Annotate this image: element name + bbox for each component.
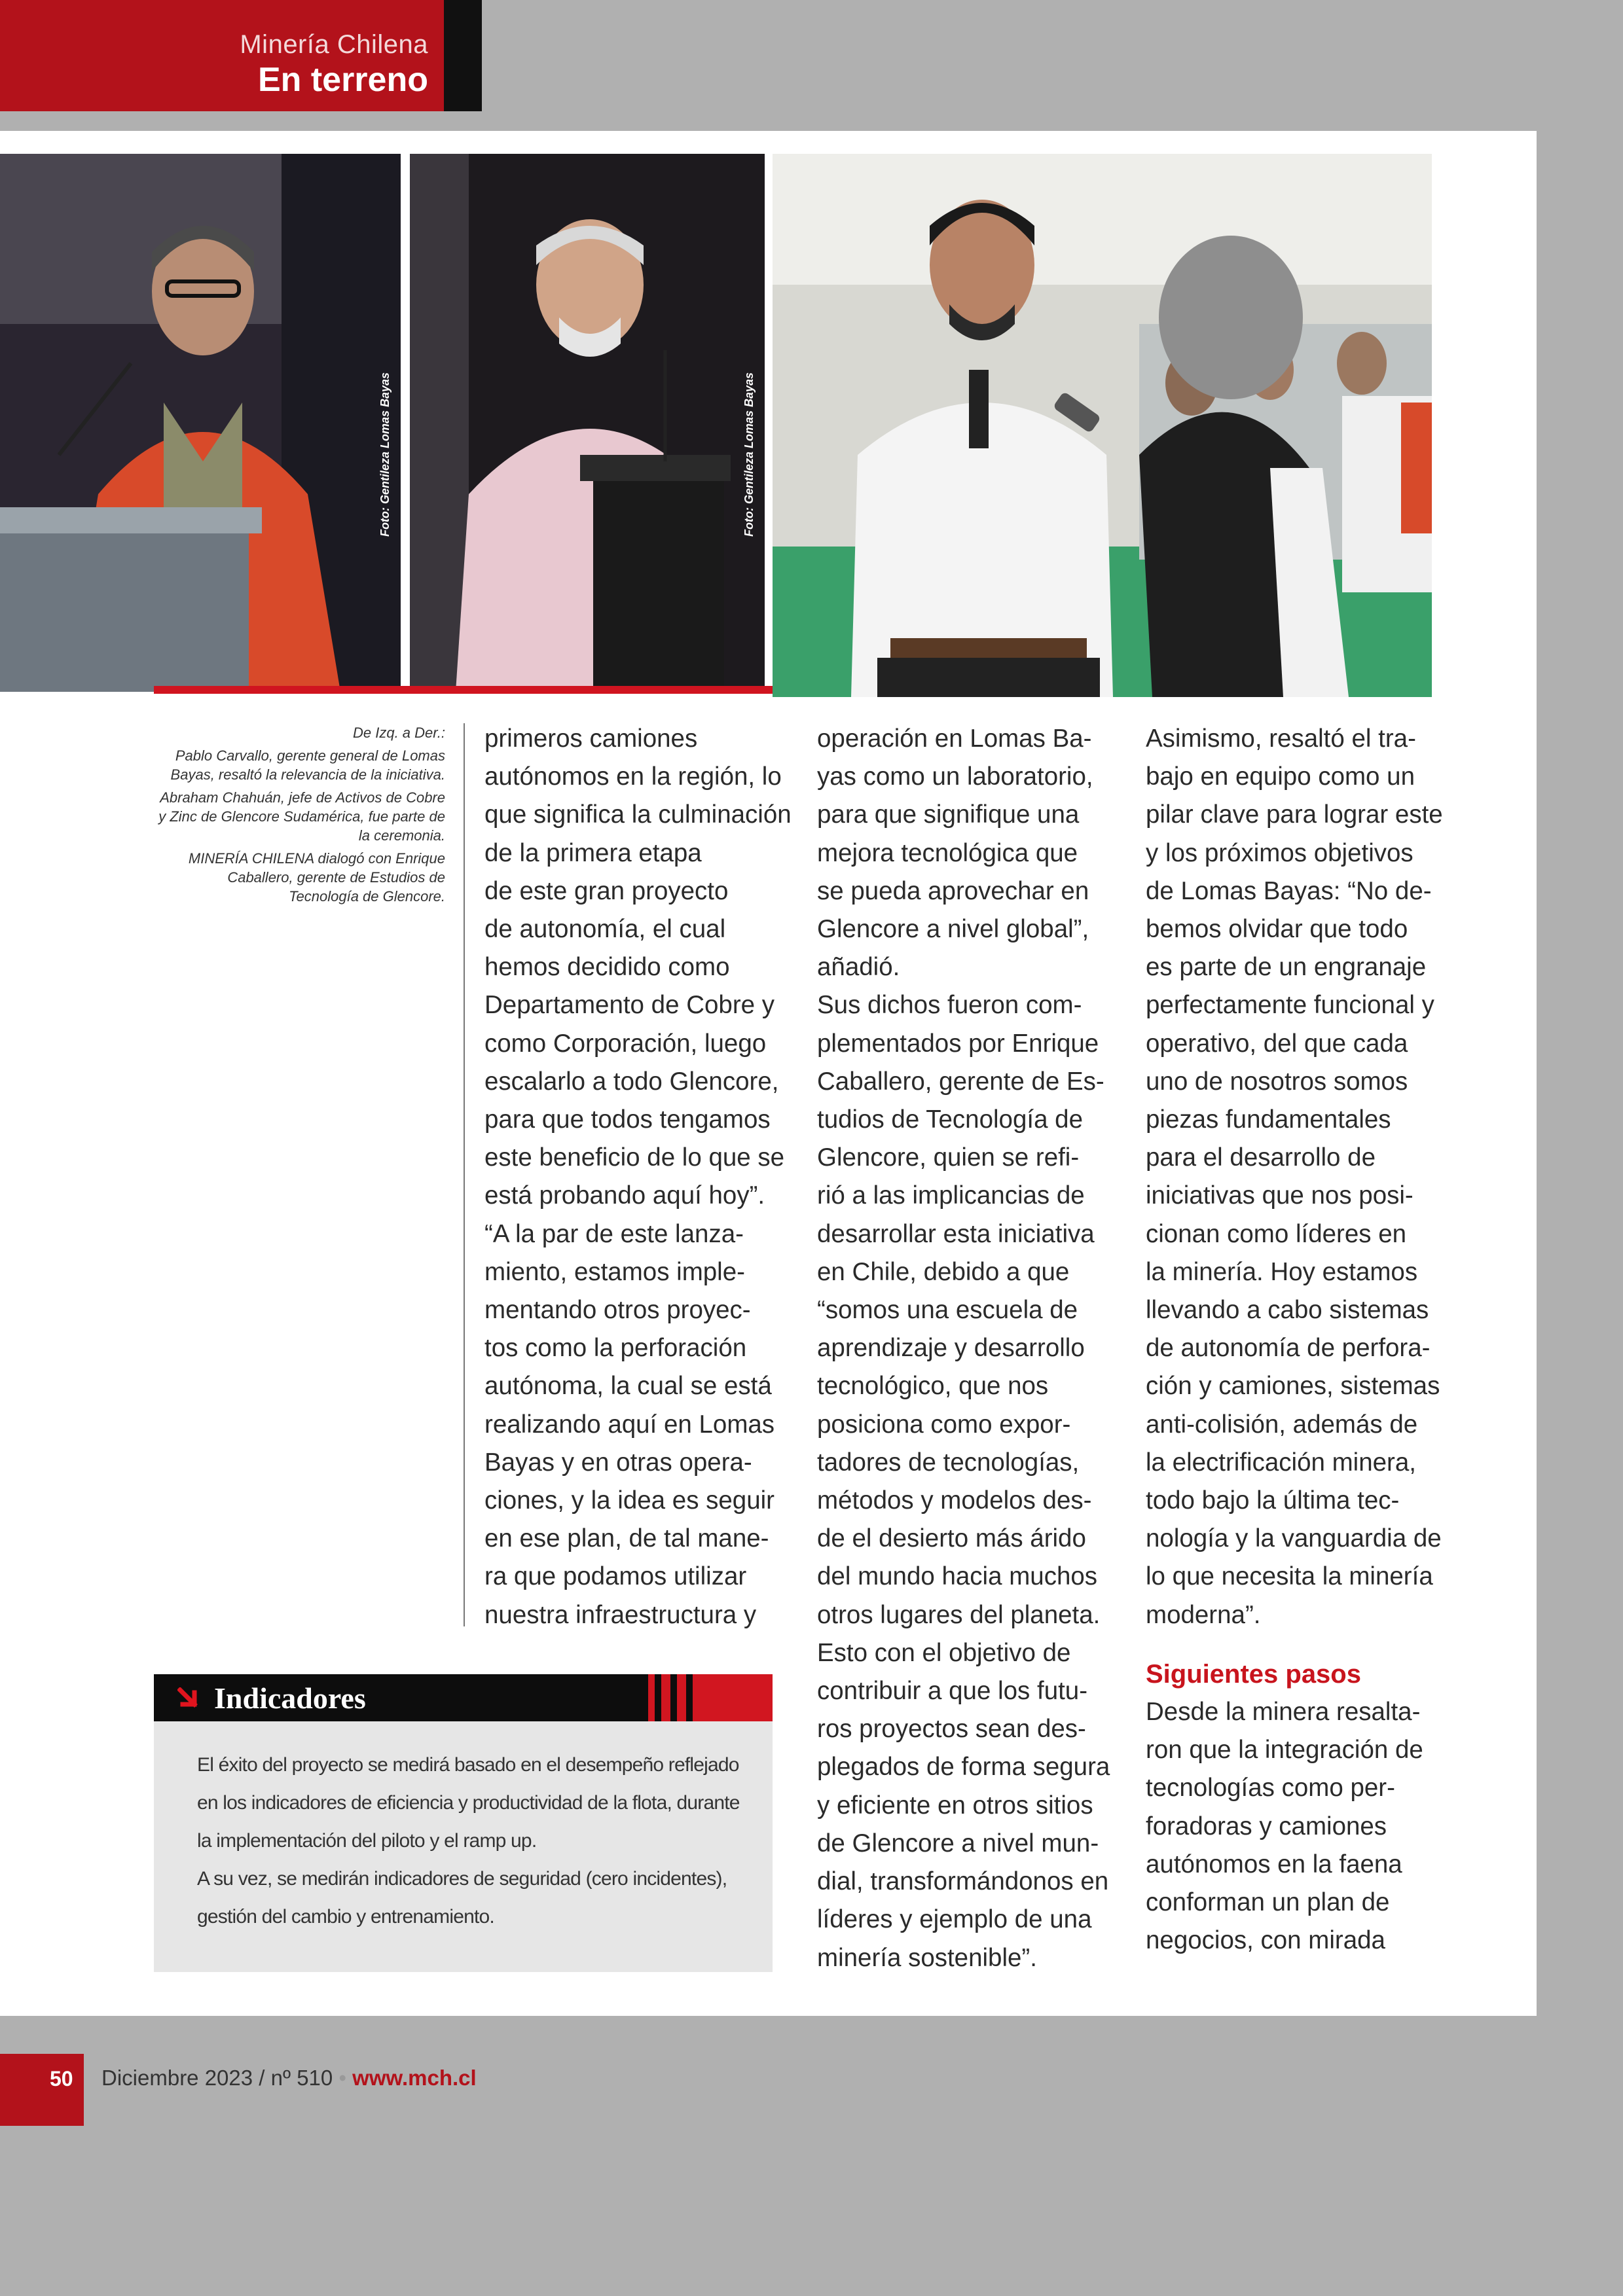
issue-date: Diciembre 2023 / nº 510 [101,2066,333,2090]
text-line: Sus dichos fueron com- [817,991,1082,1020]
text-line: rió a las implicancias de [817,1181,1085,1210]
page-number: 50 [50,2067,73,2090]
text-line: negocios, con mirada [1146,1926,1385,1955]
text-line: miento, estamos imple- [484,1257,745,1286]
text-line: añadió. [817,953,900,982]
text-line: foradoras y camiones [1146,1812,1387,1840]
photo-accent-rule [154,686,773,694]
text-line: tecnologías como per- [1146,1774,1395,1803]
text-line: “A la par de este lanza- [484,1219,744,1248]
text-line: de Lomas Bayas: “No de- [1146,876,1432,905]
magazine-name: Minería Chilena [240,30,428,59]
box-line: en los indicadores de eficiencia y productividad de la flota, durante [197,1792,740,1814]
footer-separator: • [338,2066,346,2090]
text-line: aprendizaje y desarrollo [817,1334,1085,1363]
photo-credit-2: Foto: Gentileza Lomas Bayas [742,372,756,537]
text-line: Glencore, quien se refi- [817,1143,1080,1172]
text-line: ción y camiones, sistemas [1146,1372,1440,1401]
text-line: para que todos tengamos [484,1105,771,1134]
text-line: es parte de un engranaje [1146,953,1427,982]
text-line: y eficiente en otros sitios [817,1791,1093,1820]
text-line: otros lugares del planeta. [817,1600,1101,1629]
text-line: plegados de forma segura [817,1753,1110,1782]
text-line: autónomos en la región, lo [484,762,782,791]
text-line: mejora tecnológica que [817,838,1078,867]
text-line: la minería. Hoy estamos [1146,1257,1418,1286]
box-line: la implementación del piloto y el ramp up. [197,1830,537,1852]
text-line: Glencore a nivel global”, [817,915,1089,944]
text-line: de este gran proyecto [484,876,729,905]
text-line: como Corporación, luego [484,1029,767,1058]
caption-line: Abraham Chahuán, jefe de Activos de Cobre y Zinc de Glencore Sudamérica, fue parte de la ceremonia. [158,789,445,844]
section-title: En terreno [257,61,428,99]
text-line: líderes y ejemplo de una [817,1905,1092,1934]
text-line: para que signifique una [817,800,1080,829]
article-column-2 [817,720,1110,1977]
photo-enrique-caballero-interview [773,154,1432,697]
photo-abraham-chahuan [410,154,765,692]
indicadores-body [197,1746,740,1936]
text-line: Departamento de Cobre y [484,991,775,1020]
text-line: y los próximos objetivos [1146,838,1413,867]
text-line: tudios de Tecnología de [817,1105,1083,1134]
text-line: uno de nosotros somos [1146,1067,1408,1096]
text-line: todo bajo la última tec- [1146,1486,1400,1515]
text-line: perfectamente funcional y [1146,991,1434,1020]
text-line: iniciativas que nos posi- [1146,1181,1413,1210]
text-line: nuestra infraestructura y [484,1600,757,1629]
text-line: primeros camiones [484,725,698,753]
text-line: ciones, y la idea es seguir [484,1486,775,1515]
text-line: bemos olvidar que todo [1146,915,1408,944]
text-line: ros proyectos sean des- [817,1715,1086,1744]
text-line: se pueda aprovechar en [817,876,1089,905]
text-line: en Chile, debido a que [817,1257,1070,1286]
text-line: del mundo hacia muchos [817,1562,1098,1591]
text-line: ra que podamos utilizar [484,1562,747,1591]
text-line: conforman un plan de [1146,1888,1390,1917]
indicadores-title: Indicadores [214,1681,366,1715]
text-line: tadores de tecnologías, [817,1448,1080,1477]
text-line: realizando aquí en Lomas [484,1410,775,1439]
text-line: escalarlo a todo Glencore, [484,1067,779,1096]
text-line: autónoma, la cual se está [484,1372,772,1401]
text-line: en ese plan, de tal mane- [484,1524,769,1553]
text-line: yas como un laboratorio, [817,762,1093,791]
caption-line: Pablo Carvallo, gerente general de Lomas Bayas, resaltó la relevancia de la iniciativa. [170,747,445,783]
text-line: moderna”. [1146,1600,1261,1629]
article-column-1 [484,720,792,1634]
text-line: lo que necesita la minería [1146,1562,1433,1591]
text-line: “somos una escuela de [817,1296,1078,1325]
text-line: está probando aquí hoy”. [484,1181,765,1210]
text-line: minería sostenible”. [817,1943,1037,1972]
text-line: de la primera etapa [484,838,702,867]
text-line: operativo, del que cada [1146,1029,1408,1058]
section-subheading: Siguientes pasos [1146,1659,1361,1689]
indicadores-header [154,1674,773,1721]
text-line: Caballero, gerente de Es- [817,1067,1104,1096]
text-line: para el desarrollo de [1146,1143,1376,1172]
section-header [0,0,444,111]
text-line: métodos y modelos des- [817,1486,1092,1515]
text-line: autónomos en la faena [1146,1850,1402,1878]
text-line: anti-colisión, además de [1146,1410,1418,1439]
text-line: tos como la perforación [484,1334,747,1363]
text-line: operación en Lomas Ba- [817,725,1092,753]
box-line: El éxito del proyecto se medirá basado en el desempeño reflejado [197,1754,739,1776]
column-divider [464,723,465,1626]
text-line: mentando otros proyec- [484,1296,751,1325]
text-line: la electrificación minera, [1146,1448,1416,1477]
header-stripe [655,1674,661,1721]
text-line: Desde la minera resalta- [1146,1698,1421,1727]
text-line: este beneficio de lo que se [484,1143,785,1172]
box-line: gestión del cambio y entrenamiento. [197,1906,494,1928]
caption-line: MINERÍA CHILENA dialogó con Enrique Caballero, gerente de Estudios de Tecnología de Glencore. [188,850,445,905]
header-stripe [670,1674,677,1721]
text-line: Asimismo, resaltó el tra- [1146,725,1416,753]
text-line: ron que la integración de [1146,1736,1423,1765]
text-line: de autonomía de perfora- [1146,1334,1431,1363]
article-column-3 [1146,720,1443,1960]
header-red-accent [648,1674,773,1721]
text-line: bajo en equipo como un [1146,762,1415,791]
text-line: dial, transformándonos en [817,1867,1109,1896]
text-line: tecnológico, que nos [817,1372,1049,1401]
text-line: llevando a cabo sistemas [1146,1296,1429,1325]
header-accent [444,0,482,111]
text-line: de autonomía, el cual [484,915,726,944]
header-stripe [686,1674,693,1721]
text-line: contribuir a que los futu- [817,1677,1088,1706]
photo-pablo-carvallo [0,154,401,692]
arrow-down-right-icon [177,1687,201,1711]
website-link[interactable]: www.mch.cl [352,2066,477,2090]
text-line: cionan como líderes en [1146,1219,1407,1248]
text-line: hemos decidido como [484,953,730,982]
text-line: desarrollar esta iniciativa [817,1219,1095,1248]
text-line: de el desierto más árido [817,1524,1086,1553]
indicadores-box [154,1674,773,1972]
text-line: posiciona como expor- [817,1410,1071,1439]
photo-caption [157,723,445,910]
footer-issue [101,2066,477,2090]
photo-credit-1: Foto: Gentileza Lomas Bayas [378,372,392,537]
box-line: A su vez, se medirán indicadores de seguridad (cero incidentes), [197,1868,727,1890]
text-line: nología y la vanguardia de [1146,1524,1442,1553]
text-line: de Glencore a nivel mun- [817,1829,1099,1857]
caption-line: De Izq. a Der.: [352,725,445,741]
text-line: pilar clave para lograr este [1146,800,1443,829]
text-line: plementados por Enrique [817,1029,1099,1058]
text-line: Esto con el objetivo de [817,1638,1071,1667]
text-line: Bayas y en otras opera- [484,1448,752,1477]
text-line: que significa la culminación [484,800,792,829]
text-line: piezas fundamentales [1146,1105,1391,1134]
